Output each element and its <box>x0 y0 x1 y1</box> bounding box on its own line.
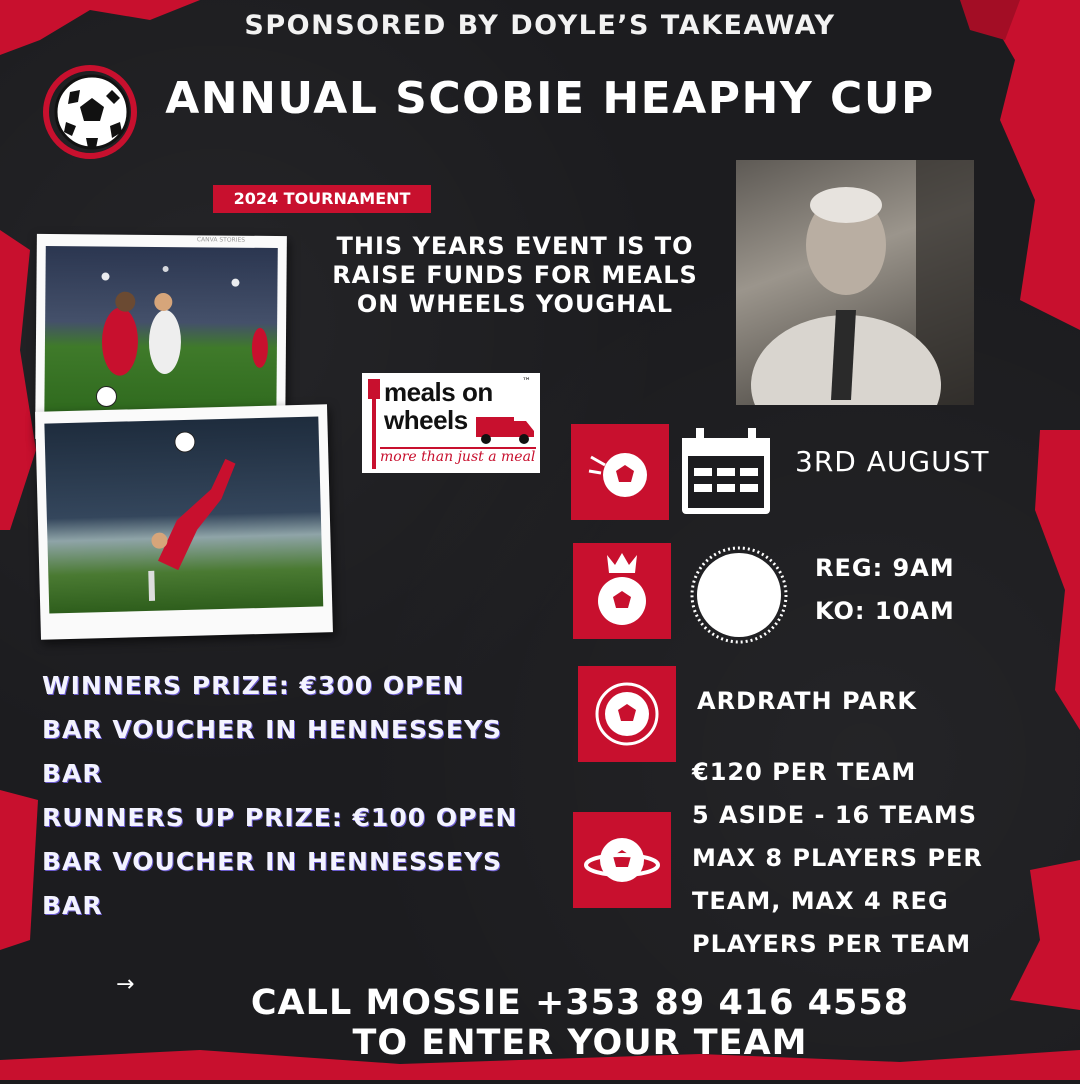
call-to-action <box>140 983 1020 1063</box>
bicycle-kick-photo <box>35 404 333 640</box>
detail-line: PLAYERS PER TEAM <box>692 930 972 958</box>
calendar-icon <box>680 428 772 516</box>
page-title: ANNUAL SCOBIE HEAPHY CUP <box>165 73 935 124</box>
prize-line: BAR <box>42 891 103 920</box>
red-grunge-top-right <box>960 0 1080 330</box>
registration-time: REG: 9AM <box>815 554 955 582</box>
meals-on-wheels-logo <box>362 373 540 473</box>
purpose-text: THIS YEARS EVENT IS TO RAISE FUNDS FOR MEALS ON WHEELS YOUGHAL <box>332 232 698 318</box>
prizes <box>42 664 582 928</box>
cta-line2: TO ENTER YOUR TEAM <box>352 1023 808 1063</box>
football-speed-icon <box>571 424 669 520</box>
prize-line: BAR VOUCHER IN HENNESSEYS <box>42 847 503 876</box>
event-date: 3RD AUGUST <box>795 445 990 478</box>
logo-tagline: more than just a meal <box>380 449 536 465</box>
detail-line: TEAM, MAX 4 REG <box>692 887 949 915</box>
red-grunge-bottom-left <box>0 790 40 950</box>
location-football-icon <box>578 666 676 762</box>
tournament-badge: 2024 TOURNAMENT <box>213 185 431 213</box>
team-details <box>692 751 1032 966</box>
logo-line1: meals on <box>384 377 493 407</box>
prize-line: WINNERS PRIZE: €300 OPEN <box>42 671 465 700</box>
van-icon <box>474 411 536 445</box>
photo-label: CANVA STORIES <box>196 236 246 244</box>
clock-icon <box>689 545 789 645</box>
detail-line: MAX 8 PLAYERS PER <box>692 844 983 872</box>
sponsor-text: SPONSORED BY DOYLE’S TAKEAWAY <box>244 10 836 41</box>
detail-line: €120 PER TEAM <box>692 758 917 786</box>
prize-line: RUNNERS UP PRIZE: €100 OPEN <box>42 803 518 832</box>
kickoff-time: KO: 10AM <box>815 597 955 625</box>
fork-icon <box>368 379 380 469</box>
logo-line2: wheels <box>384 405 468 435</box>
detail-line: 5 ASIDE - 16 TEAMS <box>692 801 978 829</box>
venue: ARDRATH PARK <box>697 687 918 715</box>
cta-line1: CALL MOSSIE +353 89 416 4558 <box>250 983 910 1023</box>
portrait-photo <box>736 160 974 405</box>
red-grunge-right-lower <box>1010 430 1080 730</box>
red-grunge-left <box>0 230 40 530</box>
crown-football-icon <box>573 543 671 639</box>
logo-tm: ™ <box>522 377 531 387</box>
prize-line: BAR VOUCHER IN HENNESSEYS <box>42 715 503 744</box>
arrow-icon: → <box>116 972 135 997</box>
prize-line: BAR <box>42 759 103 788</box>
ringed-football-icon <box>573 812 671 908</box>
